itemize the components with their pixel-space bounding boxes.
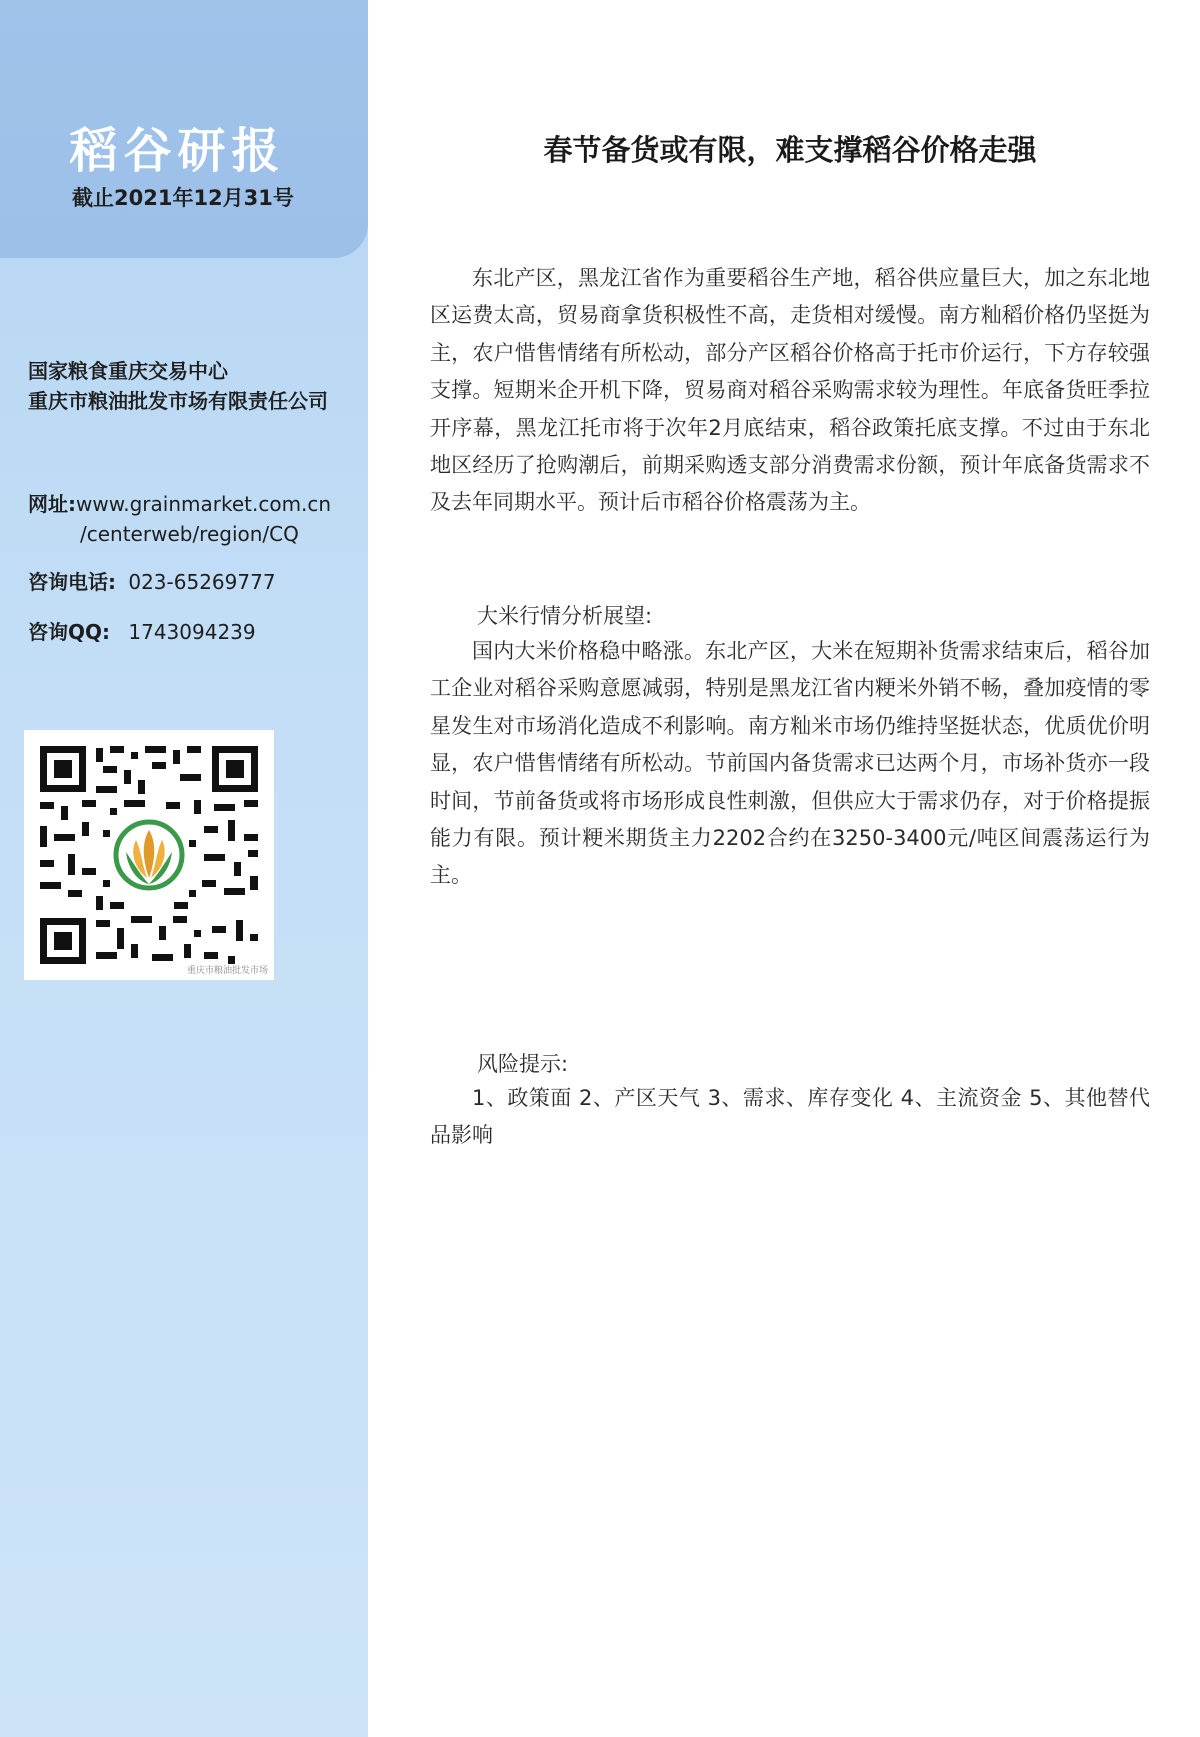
- qr-code[interactable]: [24, 730, 274, 980]
- organization-block: [28, 356, 328, 416]
- report-title: 春节备货或有限，难支撑稻谷价格走强: [543, 133, 1037, 167]
- org-name-2: 重庆市粮油批发市场有限责任公司: [28, 389, 328, 413]
- org-name-1: 国家粮食重庆交易中心: [28, 359, 228, 383]
- phone-label: 咨询电话:: [28, 570, 116, 594]
- sidebar: [0, 0, 368, 1737]
- brand-block: [0, 0, 368, 258]
- qq-value: 1743094239: [128, 620, 256, 644]
- phone-row: [28, 566, 276, 595]
- paragraph-paddy-market: 东北产区，黑龙江省作为重要稻谷生产地，稻谷供应量巨大，加之东北地区运费太高，贸易商拿货积极性不高，走货相对缓慢。南方籼稻价格仍坚挺为主，农户惜售情绪有所松动，部分产区稻谷价格高于托市价运行，下方存较强支撑。短期米企开机下降，贸易商对稻谷采购需求较为理性。年底备货旺季拉开序幕，黑龙江托市将于次年2月底结束，稻谷政策托底支撑。不过由于东北地区经历了抢购潮后，前期采购透支部分消费需求份额，预计年底备货需求不及去年同期水平。预计后市稻谷价格震荡为主。: [430, 266, 1150, 515]
- qq-row: [28, 616, 256, 645]
- website-label: 网址:: [28, 492, 76, 516]
- website-link-cont[interactable]: /centerweb/region/CQ: [80, 522, 299, 546]
- paragraph-risk-list: 1、政策面 2、产区天气 3、需求、库存变化 4、主流资金 5、其他替代品影响: [430, 1086, 1150, 1148]
- brand-title: 稻谷研报: [69, 123, 286, 179]
- risk-heading: 风险提示:: [477, 1052, 569, 1076]
- report-date: 截止2021年12月31号: [72, 186, 294, 210]
- website-link[interactable]: www.grainmarket.com.cn: [76, 492, 332, 516]
- website-row: [28, 488, 331, 517]
- paragraph-rice-market: 国内大米价格稳中略涨。东北产区，大米在短期补货需求结束后，稻谷加工企业对稻谷采购意愿减弱，特别是黑龙江省内粳米外销不畅，叠加疫情的零星发生对市场消化造成不利影响。南方籼米市场仍维持坚挺状态，优质优价明显，农户惜售情绪有所松动。节前国内备货需求已达两个月，市场补货亦一段时间，节前备货或将市场形成良性刺激，但供应大于需求仍存，对于价格提振能力有限。预计粳米期货主力2202合约在3250-3400元/吨区间震荡运行为主。: [430, 639, 1150, 888]
- qq-label: 咨询QQ:: [28, 620, 111, 644]
- phone-value: 023-65269777: [128, 570, 276, 594]
- qr-code-icon: [24, 730, 274, 980]
- rice-outlook-heading: 大米行情分析展望:: [477, 604, 653, 628]
- qr-caption: 重庆市粮油批发市场: [186, 966, 268, 976]
